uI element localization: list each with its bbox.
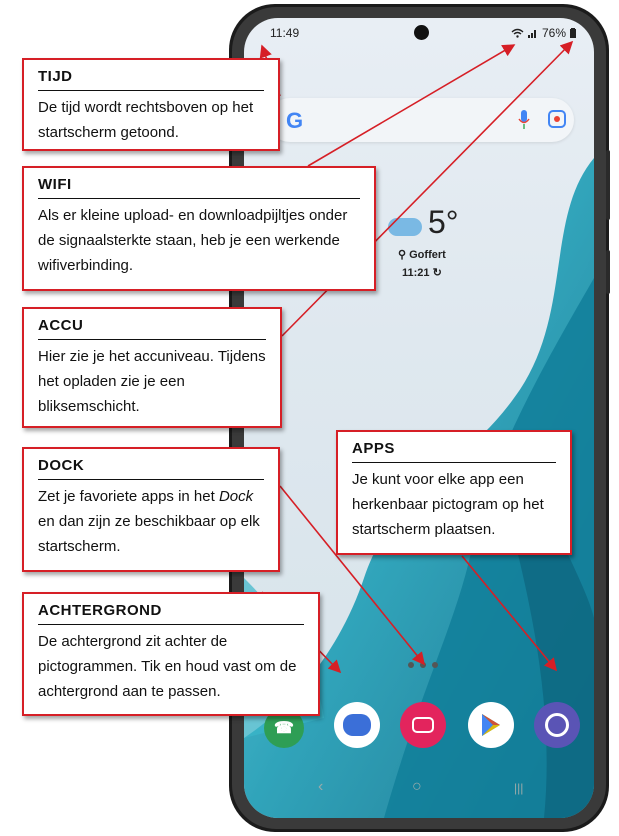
volume-button: [606, 150, 610, 220]
callout-tijd-text: De tijd wordt rechtsboven op het startscherm getoond.: [38, 99, 254, 141]
callout-apps: [336, 430, 572, 555]
weather-location: ⚲ Goffert: [398, 249, 446, 261]
callout-wifi: [22, 166, 376, 291]
callout-achtergrond-text: De achtergrond zit achter de pictogrammen. Tik en houd vast om de achtergrond aan te passen.: [38, 633, 297, 700]
callout-tijd: [22, 58, 280, 151]
recents-button[interactable]: |||: [514, 781, 524, 795]
weather-temperature: 5°: [428, 204, 459, 240]
callout-accu-title: ACCU: [38, 315, 266, 340]
home-button[interactable]: ○: [412, 778, 422, 795]
callout-dock: [22, 447, 280, 572]
play-store-app-icon[interactable]: [468, 702, 514, 748]
battery-icon: [570, 28, 576, 38]
status-bar: [244, 18, 594, 48]
callout-wifi-title: WIFI: [38, 174, 360, 199]
callout-achtergrond-title: ACHTERGROND: [38, 600, 304, 625]
google-logo: G: [286, 108, 304, 133]
callout-wifi-text: Als er kleine upload- en downloadpijltjes onder de signaalsterkte staan, heb je een werkende wifiverbinding.: [38, 207, 348, 274]
phone-app-icon[interactable]: ☎: [264, 708, 304, 748]
microphone-icon[interactable]: [518, 110, 530, 130]
signal-icon: [528, 28, 538, 38]
callout-apps-title: APPS: [352, 438, 556, 463]
callout-tijd-title: TIJD: [38, 66, 264, 91]
callout-apps-text: Je kunt voor elke app een herkenbaar pictogram op het startscherm plaatsen.: [352, 471, 544, 538]
callout-dock-text: Zet je favoriete apps in het Dock en dan zijn ze beschikbaar op elk startscherm.: [38, 488, 260, 555]
google-search-bar[interactable]: [268, 98, 574, 142]
status-time: 11:49: [270, 26, 300, 40]
back-button[interactable]: ‹: [318, 778, 324, 795]
battery-percentage: 76%: [541, 26, 566, 40]
callout-dock-title: DOCK: [38, 455, 264, 480]
widget-clock: 11:21 ↻: [402, 267, 442, 279]
lens-icon[interactable]: [548, 110, 566, 128]
front-camera: [414, 25, 429, 40]
power-button: [606, 250, 610, 294]
callout-achtergrond: [22, 592, 320, 716]
callout-accu: [22, 307, 282, 428]
page-indicator: [408, 662, 438, 668]
messages-app-icon[interactable]: [334, 702, 380, 748]
internet-app-icon[interactable]: [534, 702, 580, 748]
camera-app-icon[interactable]: [400, 702, 446, 748]
wifi-icon: [511, 28, 524, 38]
cloud-icon: [388, 218, 422, 236]
callout-accu-text: Hier zie je het accuniveau. Tijdens het opladen zie je een bliksemschicht.: [38, 348, 266, 415]
